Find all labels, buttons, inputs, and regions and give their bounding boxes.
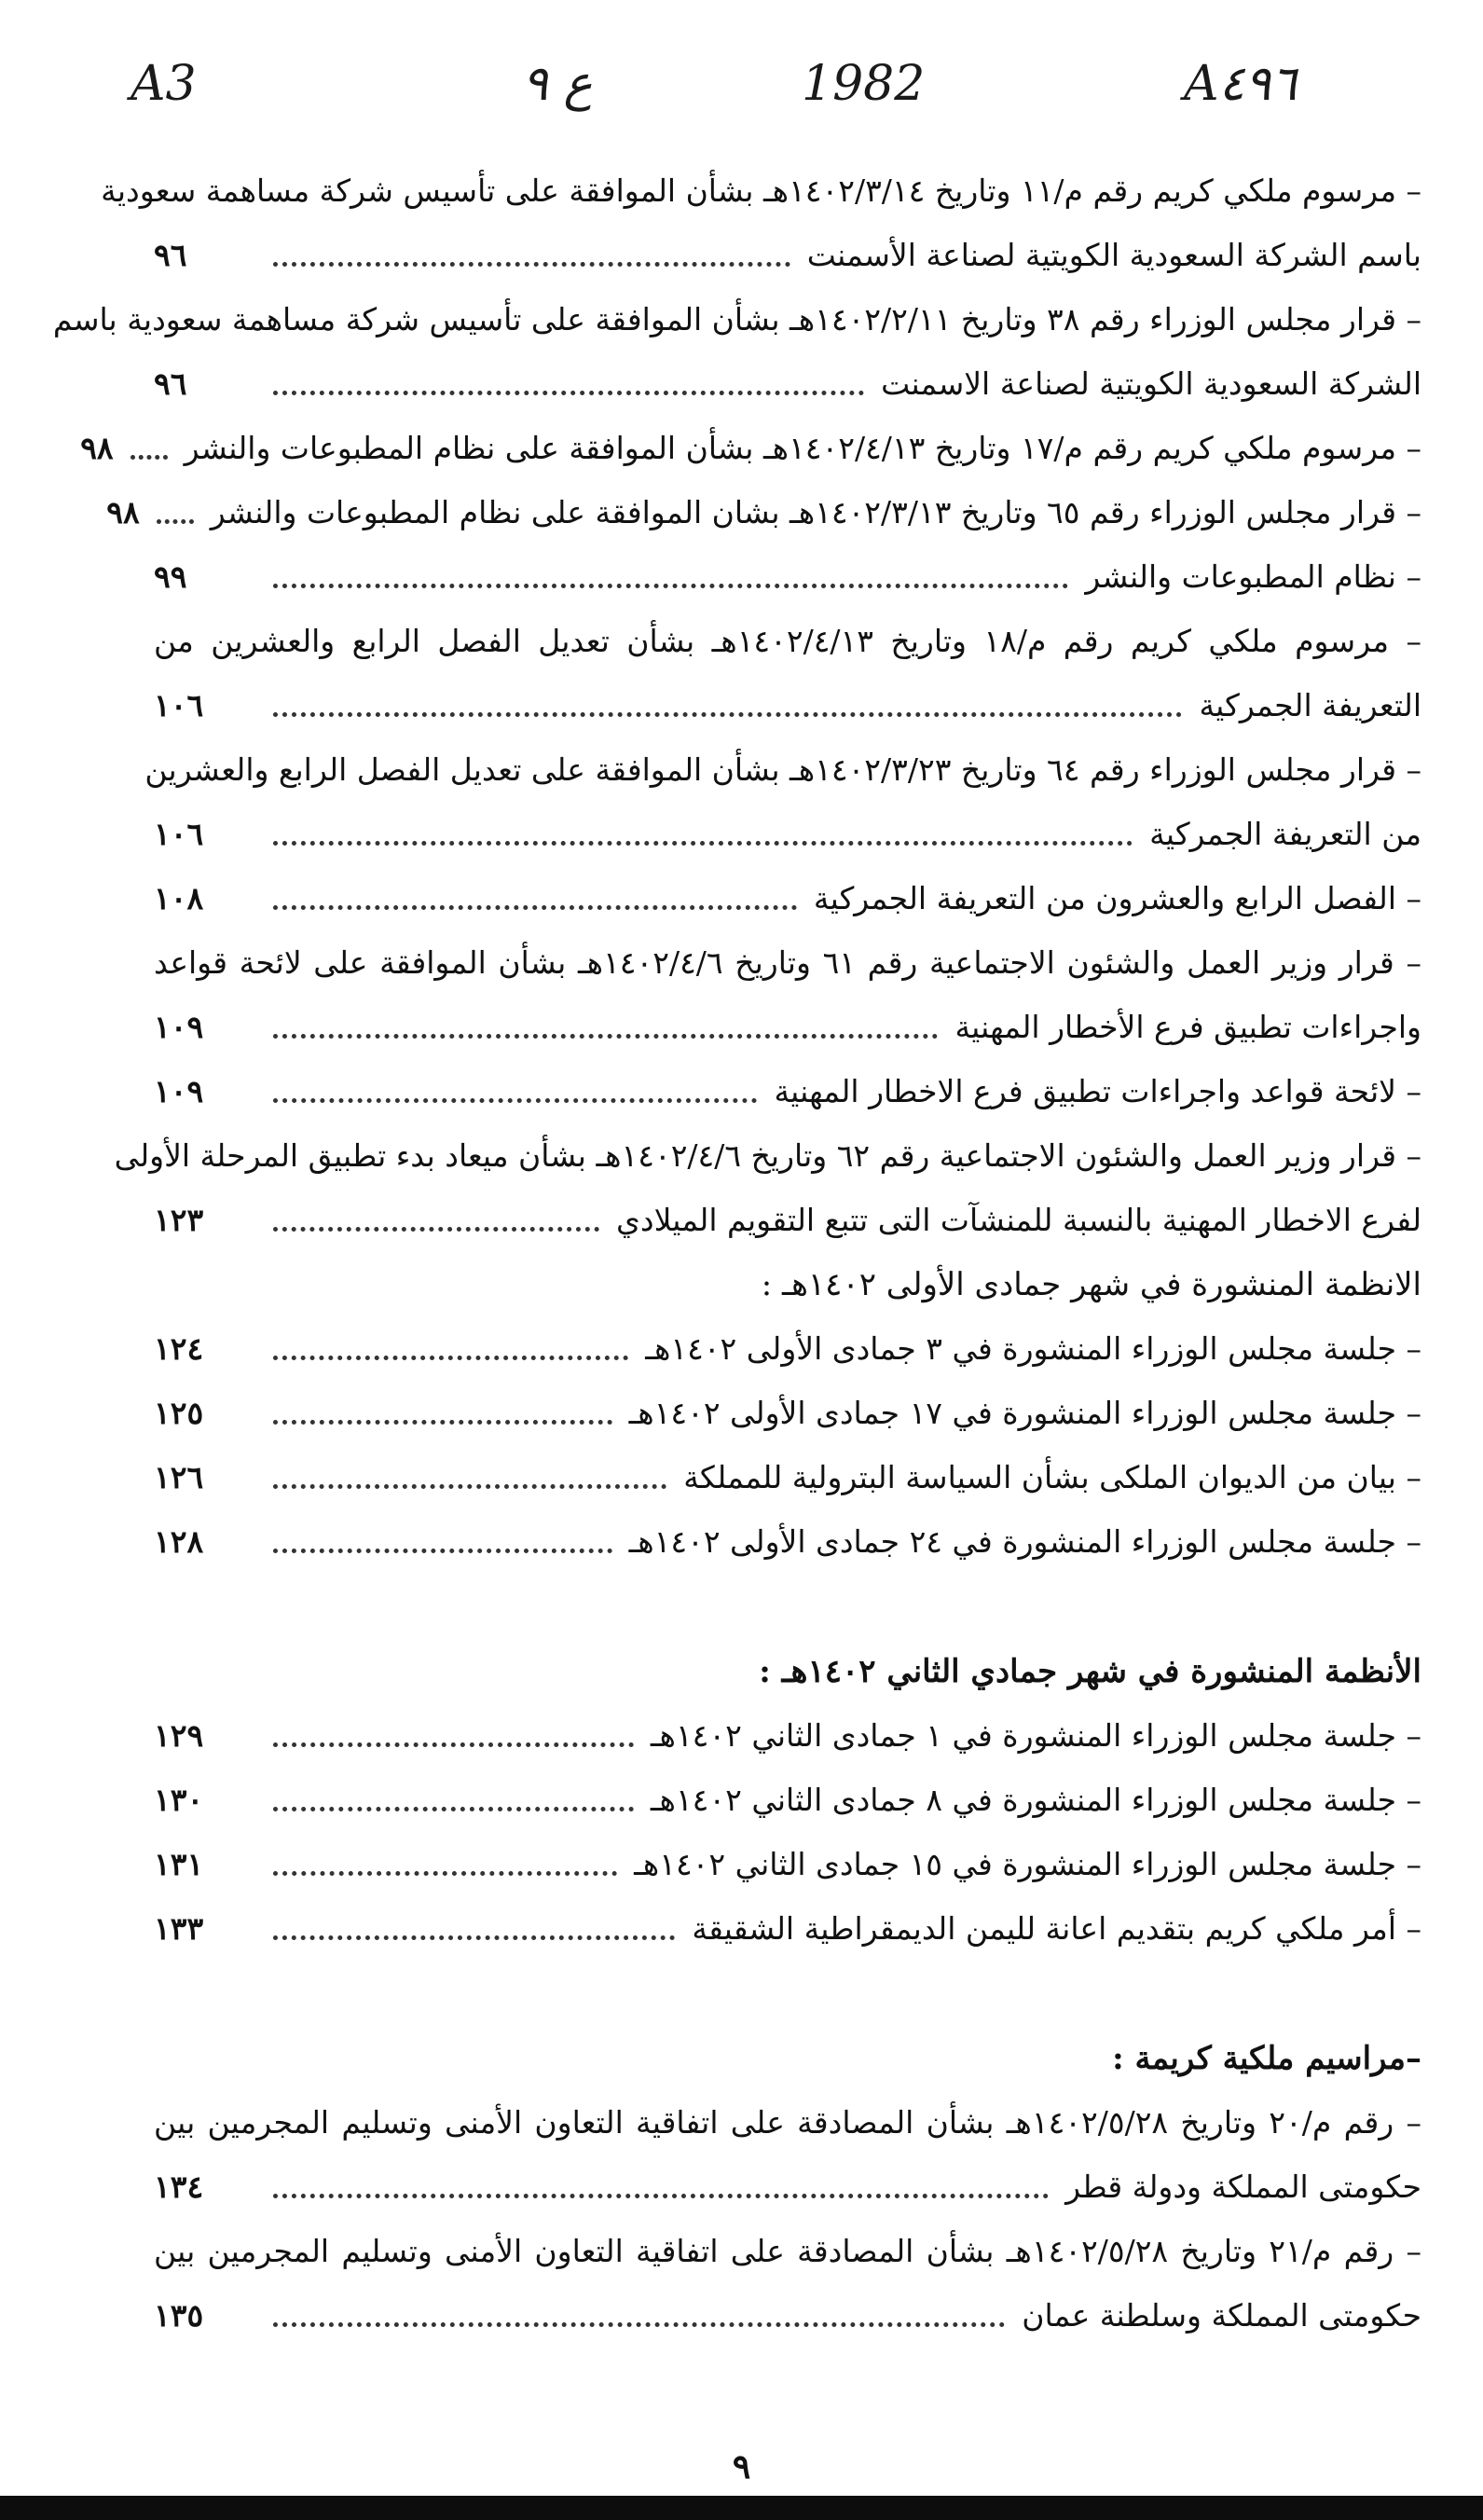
toc-entry <box>80 416 1421 480</box>
section-heading-jumada-2: الأنظمة المنشورة في شهر جمادي الثاني ١٤٠٢هـ : <box>759 1652 1421 1690</box>
toc-entry-text: – أمر ملكي كريم بتقديم اعانة لليمن الديمقراطية الشقيقة <box>692 1910 1421 1947</box>
toc-page-number: ٩٦ <box>154 365 187 402</box>
toc-entry-text: الشركة السعودية الكويتية لصناعة الاسمنت <box>881 365 1421 402</box>
toc-entry-text: – مرسوم ملكي كريم رقم م/١١ وتاريخ ١٤٠٢/٣/١٤هـ بشأن الموافقة على تأسيس شركة مساهمة سعودية <box>101 172 1421 209</box>
toc-page-number: ١٢٤ <box>154 1330 204 1367</box>
toc-entry <box>154 1381 1421 1445</box>
toc-page-number: ١٣٣ <box>154 1910 204 1947</box>
dotted-leader <box>273 1807 634 1811</box>
toc-entry-final-line <box>154 995 1421 1059</box>
toc-page-number: ١٣٥ <box>154 2297 204 2334</box>
toc-entry-text: لفرع الاخطار المهنية بالنسبة للمنشآت التى تتبع التقويم الميلادي <box>616 1202 1421 1238</box>
dotted-leader <box>273 1484 666 1489</box>
toc-entry-final-line <box>154 1059 1421 1123</box>
toc-entry-text: – رقم م/٢٠ وتاريخ ١٤٠٢/٥/٢٨هـ بشأن المصادقة على اتفاقية التعاون الأمنى وتسليم المجرمين بين <box>154 2104 1421 2141</box>
dotted-leader <box>273 584 1068 588</box>
toc-entry-text: حكومتى المملكة وسلطنة عمان <box>1022 2297 1421 2334</box>
section-heading-jumada-1: الانظمة المنشورة في شهر جمادى الأولى ١٤٠٢هـ : <box>761 1265 1421 1303</box>
toc-page-number: ١٣٤ <box>154 2169 204 2205</box>
toc-entry-line <box>154 2090 1421 2155</box>
toc-entry-text: التعريفة الجمركية <box>1199 687 1421 723</box>
section-spacer <box>154 1961 1421 2026</box>
toc-entry <box>154 1896 1421 1961</box>
toc-entry-line <box>154 2219 1421 2283</box>
toc-entry <box>154 609 1421 737</box>
toc-entry <box>154 1445 1421 1509</box>
toc-entry-text: – مرسوم ملكي كريم رقم م/١٨ وتاريخ ١٤٠٢/٤/١٣هـ بشأن تعديل الفصل الرابع والعشرين من <box>154 623 1421 659</box>
dotted-leader <box>273 841 1133 846</box>
toc-page-number: ١٠٩ <box>154 1073 204 1109</box>
toc-entry <box>106 480 1421 544</box>
toc-page-number: ١٢٨ <box>154 1523 204 1560</box>
toc-entry-final-line <box>154 544 1421 609</box>
handwritten-note: A3 <box>130 56 197 112</box>
toc-entry-text: – قرار مجلس الوزراء رقم ٣٨ وتاريخ ١٤٠٢/٢/١١هـ بشأن الموافقة على تأسيس شركة مساهمة سعودية باسم <box>53 301 1421 337</box>
toc-section-main <box>52 158 1421 1252</box>
toc-page-number: ٩٨ <box>80 430 114 466</box>
toc-entry-text: – قرار وزير العمل والشئون الاجتماعية رقم ٦٢ وتاريخ ١٤٠٢/٤/٦هـ بشأن ميعاد بدء تطبيق المرحلة الأولى <box>115 1137 1421 1174</box>
dotted-leader <box>273 1098 757 1103</box>
dotted-leader <box>157 519 194 524</box>
toc-entry-text: – الفصل الرابع والعشرون من التعريفة الجمركية <box>814 880 1421 916</box>
toc-entry-text: من التعريفة الجمركية <box>1149 816 1421 852</box>
dotted-leader <box>273 712 1182 717</box>
toc-entry-text: – جلسة مجلس الوزراء المنشورة في ٢٤ جمادى الأولى ١٤٠٢هـ <box>629 1523 1421 1560</box>
toc-page-number: ١٠٩ <box>154 1009 204 1045</box>
table-of-contents <box>52 158 1421 2348</box>
toc-entry-text: – نظام المطبوعات والنشر <box>1085 558 1421 595</box>
page-number: ٩ <box>732 2447 751 2486</box>
toc-entry-final-line <box>154 673 1421 737</box>
dotted-leader <box>273 1420 612 1425</box>
toc-entry-text: باسم الشركة السعودية الكويتية لصناعة الأسمنت <box>806 237 1421 273</box>
toc-entry <box>154 1768 1421 1832</box>
dotted-leader <box>130 455 168 460</box>
toc-entry-line <box>154 609 1421 673</box>
toc-page-number: ٩٩ <box>154 558 187 595</box>
toc-entry-final-line <box>154 1896 1421 1961</box>
toc-entry-final-line <box>154 2283 1421 2348</box>
toc-entry <box>154 544 1421 609</box>
toc-entry <box>154 1059 1421 1123</box>
toc-entry-final-line <box>154 1768 1421 1832</box>
dotted-leader <box>273 2194 1049 2198</box>
toc-entry <box>154 2090 1421 2219</box>
toc-entry-line <box>101 158 1421 223</box>
dotted-leader <box>273 905 797 910</box>
toc-page-number: ١٣٠ <box>154 1782 204 1818</box>
toc-entry <box>144 737 1421 866</box>
dotted-leader <box>273 1871 617 1876</box>
toc-entry <box>154 1832 1421 1896</box>
toc-entry-final-line <box>154 223 1421 287</box>
toc-entry-text: – مرسوم ملكي كريم رقم م/١٧ وتاريخ ١٤٠٢/٤/١٣هـ بشأن الموافقة على نظام المطبوعات والنشر <box>185 430 1421 466</box>
dotted-leader <box>273 2322 1005 2327</box>
toc-entry-line <box>144 737 1421 802</box>
toc-entry-final-line <box>80 416 1421 480</box>
toc-entry-final-line <box>154 1188 1421 1252</box>
dotted-leader <box>273 1034 938 1039</box>
toc-entry <box>114 1123 1421 1252</box>
toc-entry-text: – بيان من الديوان الملكى بشأن السياسة البترولية للمملكة <box>683 1459 1421 1495</box>
toc-entry-final-line <box>154 1316 1421 1381</box>
toc-entry-text: – قرار مجلس الوزراء رقم ٦٥ وتاريخ ١٤٠٢/٣/١٣هـ بشان الموافقة على نظام المطبوعات والنشر <box>211 494 1421 530</box>
toc-entry-text: – جلسة مجلس الوزراء المنشورة في ٨ جمادى الثاني ١٤٠٢هـ <box>651 1782 1421 1818</box>
toc-page-number: ٩٨ <box>106 494 140 530</box>
toc-entry-text: واجراءات تطبيق فرع الأخطار المهنية <box>954 1009 1421 1045</box>
toc-page-number: ١٠٦ <box>154 687 204 723</box>
section-heading-royal-decrees: – مراسيم ملكية كريمة : <box>154 2026 1421 2090</box>
toc-section-jumada-2 <box>154 1703 1421 1961</box>
toc-entry-final-line <box>154 2155 1421 2219</box>
toc-entry <box>154 2219 1421 2348</box>
dotted-leader <box>273 1935 675 1940</box>
handwritten-note: ع ٩ <box>522 56 593 112</box>
toc-page-number: ١٢٣ <box>154 1202 204 1238</box>
toc-entry-final-line <box>154 866 1421 930</box>
toc-entry <box>101 158 1421 287</box>
toc-entry-line <box>114 1123 1421 1188</box>
toc-section-royal-decrees <box>154 2090 1421 2348</box>
toc-entry-text: – جلسة مجلس الوزراء المنشورة في ١ جمادى الثاني ١٤٠٢هـ <box>651 1717 1421 1754</box>
toc-entry-text: حكومتى المملكة ودولة قطر <box>1065 2169 1421 2205</box>
toc-entry-final-line <box>154 1509 1421 1574</box>
toc-page-number: ١٣١ <box>154 1846 204 1882</box>
toc-entry-line <box>52 287 1421 351</box>
handwritten-note: 1982 <box>802 56 926 112</box>
toc-entry-text: – جلسة مجلس الوزراء المنشورة في ١٥ جمادى الثاني ١٤٠٢هـ <box>634 1846 1421 1882</box>
dotted-leader <box>273 391 864 395</box>
toc-entry-final-line <box>154 1832 1421 1896</box>
dotted-leader <box>273 262 790 267</box>
toc-entry-final-line <box>154 1381 1421 1445</box>
toc-entry-text: – جلسة مجلس الوزراء المنشورة في ٣ جمادى الأولى ١٤٠٢هـ <box>645 1330 1421 1367</box>
toc-entry-text: – جلسة مجلس الوزراء المنشورة في ١٧ جمادى الأولى ١٤٠٢هـ <box>629 1395 1421 1431</box>
dotted-leader <box>273 1356 628 1360</box>
toc-entry-text: – لائحة قواعد واجراءات تطبيق فرع الاخطار المهنية <box>774 1073 1421 1109</box>
toc-entry <box>154 1316 1421 1381</box>
dotted-leader <box>273 1227 599 1232</box>
toc-section-jumada-1 <box>154 1316 1421 1574</box>
toc-page-number: ١٢٦ <box>154 1459 204 1495</box>
toc-entry <box>154 930 1421 1059</box>
toc-entry-final-line <box>154 1703 1421 1768</box>
toc-page-number: ١٠٨ <box>154 880 204 916</box>
toc-entry <box>154 1509 1421 1574</box>
section-spacer <box>154 1574 1421 1639</box>
dotted-leader <box>273 1742 634 1747</box>
toc-page-number: ١٢٩ <box>154 1717 204 1754</box>
toc-entry-line <box>154 930 1421 995</box>
toc-entry <box>154 1703 1421 1768</box>
handwritten-note: A٤٩٦ <box>1184 56 1298 112</box>
toc-entry-final-line <box>154 1445 1421 1509</box>
toc-entry-text: – قرار مجلس الوزراء رقم ٦٤ وتاريخ ١٤٠٢/٣/٢٣هـ بشأن الموافقة على تعديل الفصل الرابع والعشرين <box>144 751 1421 788</box>
toc-entry-final-line <box>106 480 1421 544</box>
toc-page-number: ١٢٥ <box>154 1395 204 1431</box>
scan-edge-bar <box>0 2496 1483 2520</box>
dotted-leader <box>273 1549 612 1553</box>
toc-entry-text: – رقم م/٢١ وتاريخ ١٤٠٢/٥/٢٨هـ بشأن المصادقة على اتفاقية التعاون الأمنى وتسليم المجرمين بين <box>154 2233 1421 2269</box>
toc-page-number: ١٠٦ <box>154 816 204 852</box>
toc-entry <box>52 287 1421 416</box>
toc-entry-text: – قرار وزير العمل والشئون الاجتماعية رقم ٦١ وتاريخ ١٤٠٢/٤/٦هـ بشأن الموافقة على لائحة قواعد <box>154 944 1421 981</box>
toc-entry-final-line <box>154 351 1421 416</box>
toc-entry-final-line <box>154 802 1421 866</box>
toc-page-number: ٩٦ <box>154 237 187 273</box>
toc-entry <box>154 866 1421 930</box>
